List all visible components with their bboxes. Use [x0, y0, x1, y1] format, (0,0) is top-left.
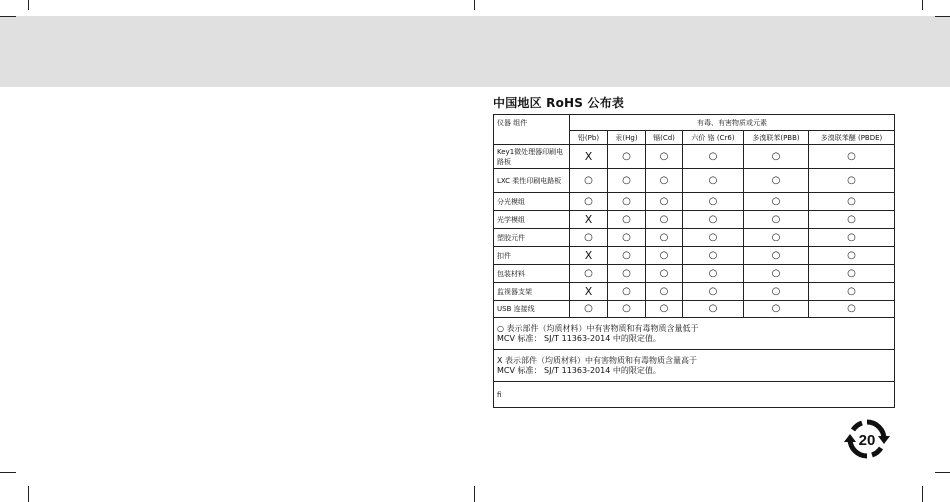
cell-value: ○: [608, 145, 646, 169]
cell-value: ○: [608, 265, 646, 283]
substance-header: 铅(Pb): [570, 131, 608, 145]
crop-mark-top-left-h: [0, 16, 16, 17]
cell-value: ○: [570, 229, 608, 247]
cell-value: ○: [646, 247, 683, 265]
substance-header: 多溴联苯(PBB): [744, 131, 809, 145]
component-name: Key1微处理器印刷电路板: [494, 145, 570, 169]
cell-value: X: [570, 247, 608, 265]
header-band: [0, 16, 950, 87]
component-name: 分光模组: [494, 193, 570, 211]
page-title: 中国地区 RoHS 公布表: [493, 96, 625, 110]
component-name: 扣件: [494, 247, 570, 265]
crop-mark-top-right-v: [922, 0, 923, 10]
cell-value: ○: [683, 169, 744, 193]
cell-value: ○: [744, 145, 809, 169]
cell-value: ○: [570, 265, 608, 283]
cell-value: ○: [809, 145, 895, 169]
cell-value: ○: [646, 283, 683, 301]
footer-cell: [494, 382, 895, 408]
substance-group-header: 有毒、有害物质或元素: [570, 115, 895, 131]
cell-value: ○: [683, 265, 744, 283]
crop-mark-bottom-left-v: [28, 486, 29, 502]
cell-value: ○: [744, 211, 809, 229]
cell-value: ○: [646, 145, 683, 169]
cell-value: ○: [809, 301, 895, 318]
component-name: 光学模组: [494, 211, 570, 229]
cell-value: ○: [744, 265, 809, 283]
note-x-line-2: MCV 标准： SJ/T 11363-2014 中的限定值。: [497, 365, 661, 375]
cell-value: ○: [608, 211, 646, 229]
environmental-use-period-icon: [844, 418, 890, 460]
table-row: [494, 283, 895, 301]
component-name: 包装材料: [494, 265, 570, 283]
cycle-arrow-head: [878, 436, 890, 444]
table-row: [494, 265, 895, 283]
cycle-arrow-arc: [872, 448, 881, 455]
crop-mark-top-left-v: [28, 0, 29, 10]
note-x: [494, 350, 895, 382]
cell-value: ○: [683, 193, 744, 211]
crop-mark-top-right-h: [935, 16, 950, 17]
cell-value: ○: [608, 169, 646, 193]
crop-mark-bottom-center-v: [474, 486, 475, 502]
cell-value: ○: [744, 229, 809, 247]
component-name: LXC 柔性印刷电路板: [494, 169, 570, 193]
cell-value: ○: [683, 247, 744, 265]
note-o: [494, 318, 895, 350]
cell-value: ○: [608, 193, 646, 211]
table-row: [494, 247, 895, 265]
cell-value: ○: [809, 169, 895, 193]
component-name: USB 连接线: [494, 301, 570, 318]
cell-value: ○: [570, 169, 608, 193]
cell-value: X: [570, 145, 608, 169]
cell-value: ○: [744, 301, 809, 318]
cell-value: ○: [809, 229, 895, 247]
cell-value: ○: [744, 283, 809, 301]
note-o-line-1: ○ 表示部件（均质材料）中有害物质和有毒物质含量低于: [497, 323, 699, 333]
crop-mark-bottom-right-v: [922, 486, 923, 502]
component-header: 仪器 组件: [494, 115, 570, 145]
cell-value: ○: [744, 169, 809, 193]
substance-header: 六价 铬 (Cr6): [683, 131, 744, 145]
table-row: [494, 211, 895, 229]
table-row: [494, 301, 895, 318]
cell-value: ○: [809, 193, 895, 211]
table-row: [494, 229, 895, 247]
note-row: [494, 350, 895, 382]
cell-value: ○: [646, 193, 683, 211]
cell-value: ○: [646, 229, 683, 247]
cell-value: ○: [683, 229, 744, 247]
footer-row: [494, 382, 895, 408]
cell-value: ○: [683, 145, 744, 169]
cycle-arrow-head: [844, 434, 856, 442]
note-x-line-1: X 表示部件（均质材料）中有害物质和有毒物质含量高于: [497, 355, 698, 365]
substance-header: 汞(Hg): [608, 131, 646, 145]
cell-value: ○: [608, 283, 646, 301]
cell-value: ○: [646, 211, 683, 229]
cell-value: ○: [646, 301, 683, 318]
table-row: [494, 145, 895, 169]
component-name: 监视器支架: [494, 283, 570, 301]
component-name: 塑胶元件: [494, 229, 570, 247]
crop-mark-bottom-left-h: [0, 472, 16, 473]
table-row: [494, 169, 895, 193]
cell-value: X: [570, 211, 608, 229]
cell-value: ○: [646, 169, 683, 193]
cell-value: ○: [744, 247, 809, 265]
header-row-1: [494, 115, 895, 131]
cycle-arrow-arc: [853, 423, 862, 430]
crop-mark-bottom-right-h: [935, 472, 950, 473]
cell-value: ○: [809, 283, 895, 301]
cell-value: ○: [683, 283, 744, 301]
cell-value: ○: [683, 301, 744, 318]
table-row: [494, 193, 895, 211]
note-o-line-2: MCV 标准： SJ/T 11363-2014 中的限定值。: [497, 333, 661, 343]
cell-value: X: [570, 283, 608, 301]
cell-value: ○: [809, 211, 895, 229]
note-row: [494, 318, 895, 350]
cell-value: ○: [608, 247, 646, 265]
cell-value: ○: [646, 265, 683, 283]
cell-value: ○: [744, 193, 809, 211]
cell-value: ○: [809, 247, 895, 265]
cell-value: ○: [809, 265, 895, 283]
cell-value: ○: [683, 211, 744, 229]
cell-value: ○: [608, 301, 646, 318]
cell-value: ○: [608, 229, 646, 247]
substance-header: 镉(Cd): [646, 131, 683, 145]
badge-number: 20: [858, 432, 876, 449]
substance-header: 多溴联苯醚 (PBDE): [809, 131, 895, 145]
cell-value: ○: [570, 193, 608, 211]
cell-value: ○: [570, 301, 608, 318]
rohs-table: [493, 114, 895, 408]
footer-mark: fi: [497, 390, 502, 399]
crop-mark-top-center-v: [474, 0, 475, 10]
